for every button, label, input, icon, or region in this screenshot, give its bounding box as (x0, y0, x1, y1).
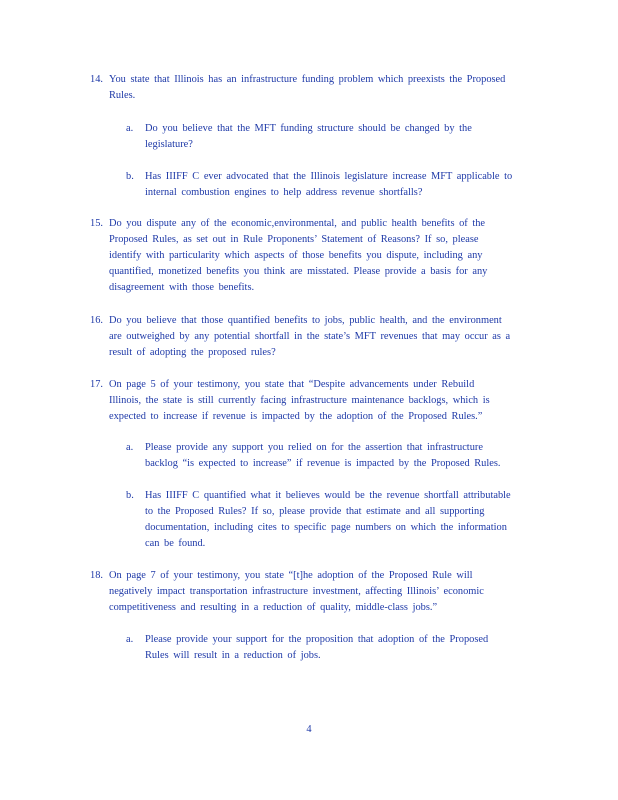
question-number: 14. (90, 74, 103, 85)
question-number: 17. (90, 379, 103, 390)
subquestion-text: Has IIIFF C quantified what it believes would be the revenue shortfall attributable to the Proposed Rules? If so, please provide that estimate and all supporting documentation, including cites to specific page numbers on which the information can be found. (145, 490, 511, 549)
question-text: Do you dispute any of the economic,environmental, and public health benefits of the Proposed Rules, as set out in Rule Proponents’ Statement of Reasons? If so, please identify with particularity which aspects of those benefits you dispute, including any quantified, monetized benefits you think are misstated. Please provide a basis for any disagreement with those benefits. (109, 218, 488, 293)
subquestion-text: Please provide any support you relied on for the assertion that infrastructure backlog “is expected to increase” if revenue is impacted by the Proposed Rules. (145, 442, 501, 469)
page-number: 4 (306, 724, 312, 735)
question-text: On page 5 of your testimony, you state that “Despite advancements under Rebuild Illinois, the state is still currently facing infrastructure maintenance backlogs, which is expected to increase if revenue is impacted by the adoption of the Proposed Rules.” (109, 379, 490, 422)
subquestion-letter: b. (126, 490, 134, 501)
subquestion-text: Please provide your support for the proposition that adoption of the Proposed Rules will result in a reduction of jobs. (145, 634, 489, 661)
question-18a (126, 632, 546, 664)
question-17 (90, 377, 550, 425)
question-number: 15. (90, 218, 103, 229)
question-16 (90, 313, 550, 361)
question-17b (126, 488, 546, 552)
subquestion-letter: a. (126, 123, 134, 134)
subquestion-letter: a. (126, 634, 134, 645)
question-text: You state that Illinois has an infrastructure funding problem which preexists the Proposed Rules. (109, 74, 506, 101)
question-17a (126, 440, 546, 472)
question-14a (126, 121, 546, 153)
question-15 (90, 216, 550, 296)
subquestion-letter: b. (126, 171, 134, 182)
question-18 (90, 568, 550, 616)
question-14 (90, 72, 550, 104)
question-14b (126, 169, 546, 201)
question-text: Do you believe that those quantified benefits to jobs, public health, and the environment are outweighed by any potential shortfall in the state’s MFT revenues that may occur as a result of adopting the proposed rules? (109, 315, 511, 358)
subquestion-letter: a. (126, 442, 134, 453)
subquestion-text: Has IIIFF C ever advocated that the Illinois legislature increase MFT applicable to internal combustion engines to help address revenue shortfalls? (145, 171, 513, 198)
subquestion-text: Do you believe that the MFT funding structure should be changed by the legislature? (145, 123, 472, 150)
question-text: On page 7 of your testimony, you state “[t]he adoption of the Proposed Rule will negatively impact transportation infrastructure investment, affecting Illinois’ economic competitiveness and resulting in a reduction of quality, middle-class jobs.” (109, 570, 484, 613)
question-number: 16. (90, 315, 103, 326)
question-number: 18. (90, 570, 103, 581)
